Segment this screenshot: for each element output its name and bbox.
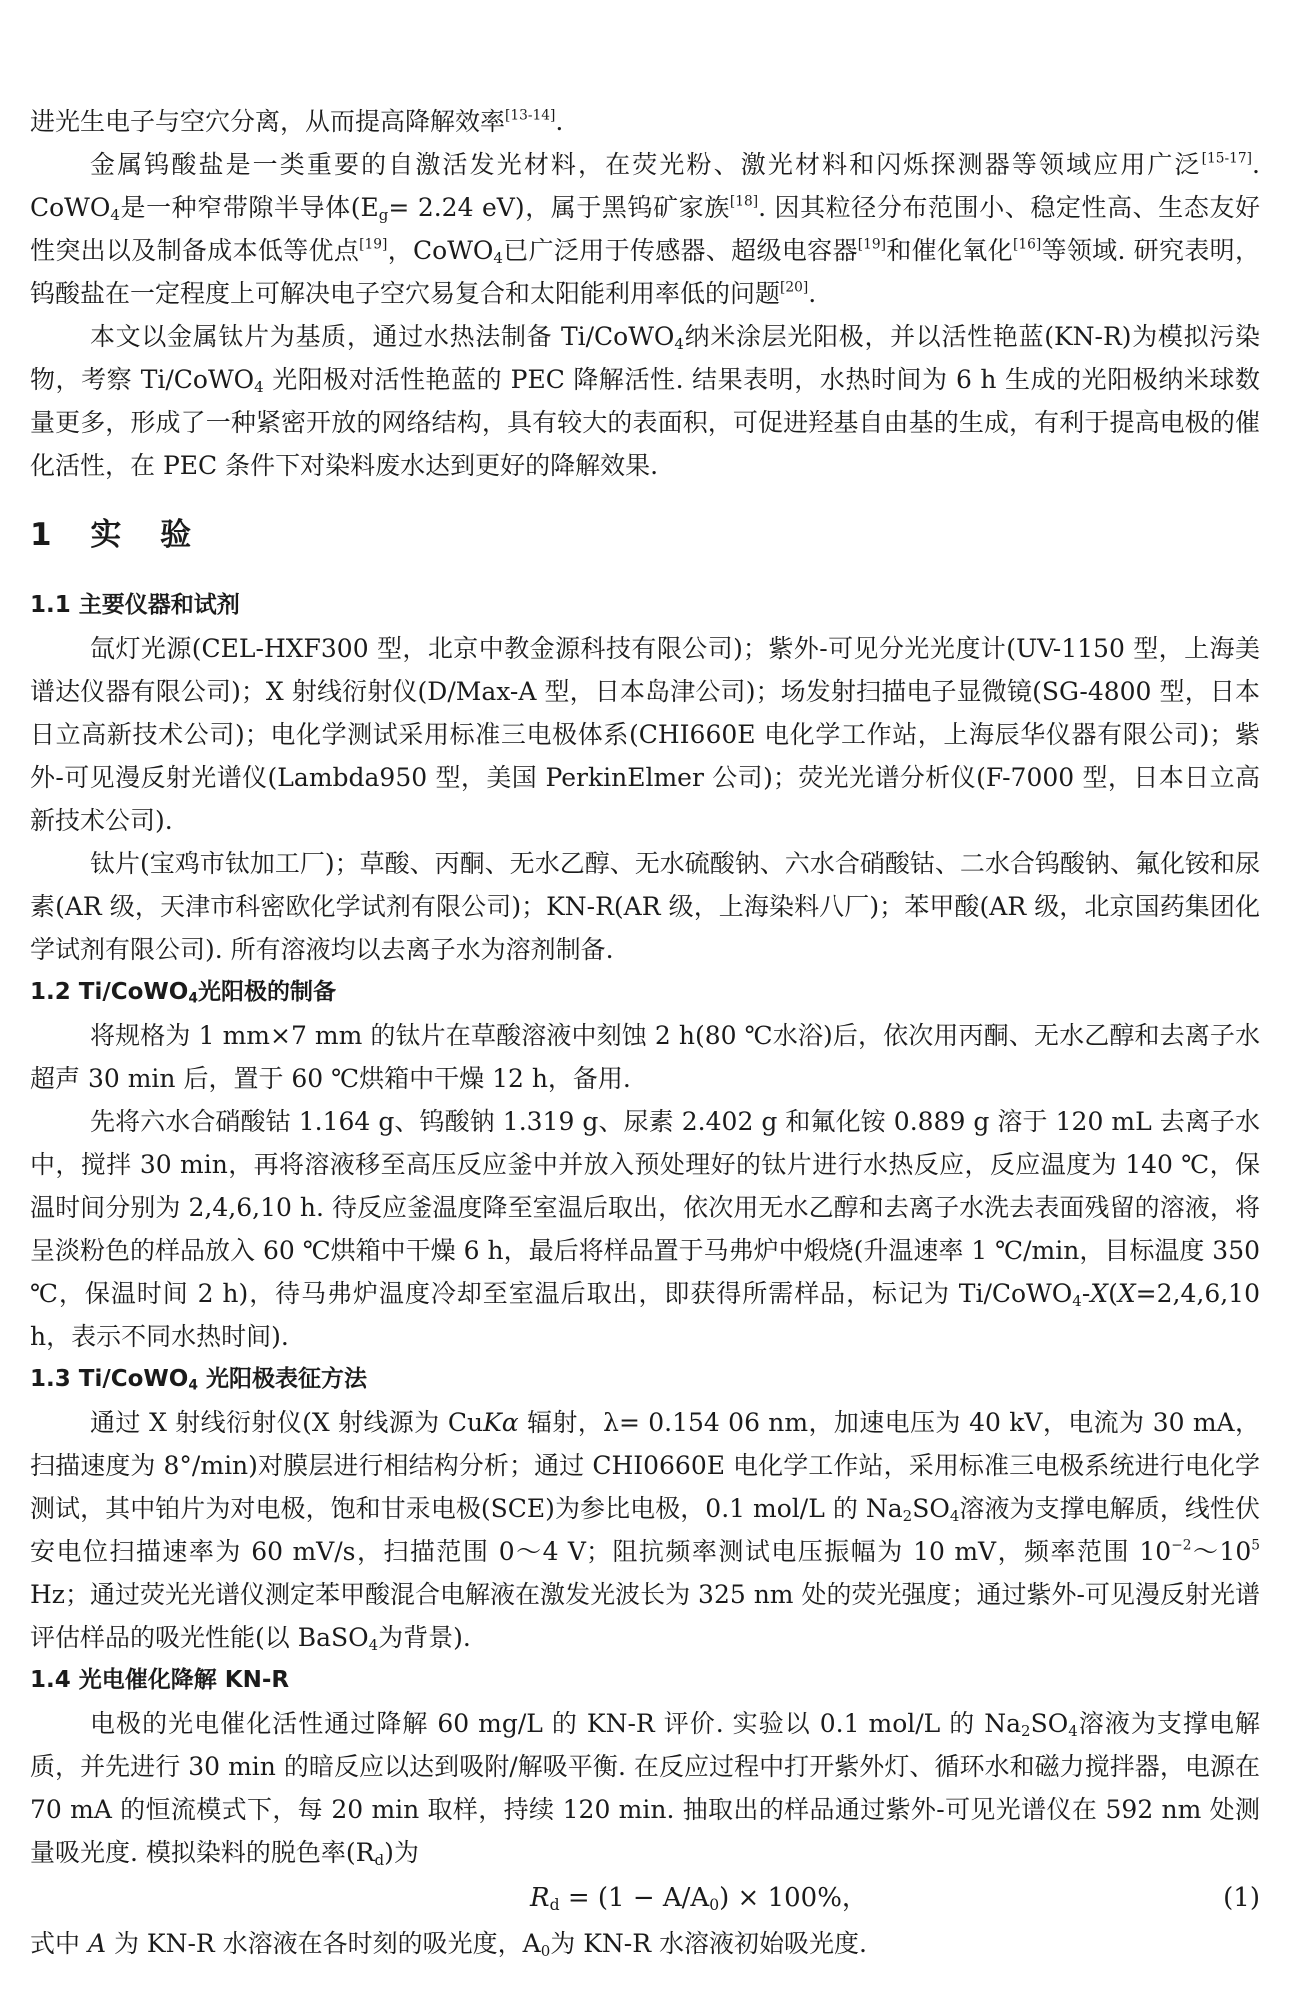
subsection-heading-1-2: 1.2 Ti/CoWO$_4$光阳极的制备 bbox=[30, 979, 336, 1007]
equation-body: $R_d = (1 - A/A_0) \times 100\%$， bbox=[530, 1883, 868, 1914]
paragraph-degradation: 电极的光电催化活性通过降解 60 mg/L 的 KN-R 评价. 实验以 0.1 mol/L 的 $Na_2SO_4$溶液为支撑电解质，并先进行 30 min 的暗反应以达到吸附/解吸平衡. 在反应过程中打开紫外灯、循环水和磁力搅拌器，电源在 70 mA 的恒流模式下，每 20 min 取样，持续 120 min. 抽取出的样品通过紫外-可见光谱仪在 592 nm 处测量吸光度. 模拟染料的脱色率$(R_d)$为 bbox=[30, 1709, 1260, 1869]
equation-1 bbox=[30, 1874, 1260, 1922]
equation-number: (1) bbox=[1223, 1883, 1260, 1913]
intro-continuation: 进光生电子与空穴分离，从而提高降解效率[13-14]. bbox=[30, 107, 564, 136]
subsection-heading-1-1: 1.1 主要仪器和试剂 bbox=[30, 592, 240, 618]
paragraph-tungstate: 金属钨酸盐是一类重要的自激活发光材料，在荧光粉、激光材料和闪烁探测器等领域应用广泛[15-17]. CoWO$_4$是一种窄带隙半导体($E_g= 2.24$ eV)，属于黑钨矿家族[18]. 因其粒径分布范围小、稳定性高、生态友好性突出以及制备成本低等优点[19]，CoWO$_4$已广泛用于传感器、超级电容器[19]和催化氧化[16]等领域. 研究表明，钨酸盐在一定程度上可解决电子空穴易复合和太阳能利用率低的问题[20]. bbox=[30, 150, 1260, 308]
paragraph-equation-explanation: 式中 A 为 KN-R 水溶液在各时刻的吸光度，$A_0$为 KN-R 水溶液初始吸光度. bbox=[30, 1929, 867, 1960]
section-heading-experiment: 1 实 验 bbox=[30, 517, 206, 553]
paragraph-synthesis: 先将六水合硝酸钴 1.164 g、钨酸钠 1.319 g、尿素 2.402 g 和氟化铵 0.889 g 溶于 120 mL 去离子水中，搅拌 30 min，再将溶液移至高压反应釜中并放入预处理好的钛片进行水热反应，反应温度为 140 ℃，保温时间分别为 2,4,6,10 h. 待反应釜温度降至室温后取出，依次用无水乙醇和去离子水洗去表面残留的溶液，将呈淡粉色的样品放入 60 ℃烘箱中干燥 6 h，最后将样品置于马弗炉中煅烧(升温速率 1 ℃/min，目标温度 350 ℃，保温时间 2 h)，待马弗炉温度冷却至室温后取出，即获得所需样品，标记为 Ti/CoWO$_4$-X(X=2,4,6,10 h，表示不同水热时间). bbox=[30, 1107, 1260, 1351]
paragraph-pretreatment: 将规格为 1 mm×7 mm 的钛片在草酸溶液中刻蚀 2 h(80 ℃水浴)后，依次用丙酮、无水乙醇和去离子水超声 30 min 后，置于 60 ℃烘箱中干燥 12 h，备用. bbox=[30, 1021, 1260, 1093]
paragraph-reagents: 钛片(宝鸡市钛加工厂)；草酸、丙酮、无水乙醇、无水硫酸钠、六水合硝酸钴、二水合钨酸钠、氟化铵和尿素(AR 级，天津市科密欧化学试剂有限公司)；KN-R(AR 级，上海染料八厂)；苯甲酸(AR 级，北京国药集团化学试剂有限公司). 所有溶液均以去离子水为溶剂制备. bbox=[30, 849, 1260, 964]
paragraph-characterization: 通过 X 射线衍射仪(X 射线源为 CuKα 辐射，λ= 0.154 06 nm，加速电压为 40 kV，电流为 30 mA，扫描速度为 8°/min)对膜层进行相结构分析；通过 CHI0660E 电化学工作站，采用标准三电极系统进行电化学测试，其中铂片为对电极，饱和甘汞电极(SCE)为参比电极，0.1 mol/L 的 $Na_2SO_4$溶液为支撑电解质，线性伏安电位扫描速率为 60 mV/s，扫描范围 0～4 V；阻抗频率测试电压振幅为 10 mV，频率范围 $10^{-2}\sim 10^5$ Hz；通过荧光光谱仪测定苯甲酸混合电解液在激发光波长为 325 nm 处的荧光强度；通过紫外-可见漫反射光谱评估样品的吸光性能(以 BaSO$_4$为背景). bbox=[30, 1408, 1260, 1654]
subsection-heading-1-3: 1.3 Ti/CoWO$_4$ 光阳极表征方法 bbox=[30, 1366, 367, 1394]
paragraph-instruments: 氙灯光源(CEL-HXF300 型，北京中教金源科技有限公司)；紫外-可见分光光度计(UV-1150 型，上海美谱达仪器有限公司)；X 射线衍射仪(D/Max-A 型，日本岛津公司)；场发射扫描电子显微镜(SG-4800 型，日本日立高新技术公司)；电化学测试采用标准三电极体系(CHI660E 电化学工作站，上海辰华仪器有限公司)；紫外-可见漫反射光谱仪(Lambda950 型，美国 PerkinElmer 公司)；荧光光谱分析仪(F-7000 型，日本日立高新技术公司). bbox=[30, 634, 1260, 835]
subsection-heading-1-4: 1.4 光电催化降解 KN-R bbox=[30, 1667, 290, 1693]
paragraph-objective: 本文以金属钛片为基质，通过水热法制备 Ti/CoWO$_4$纳米涂层光阳极，并以活性艳蓝(KN-R)为模拟污染物，考察 Ti/CoWO$_4$ 光阳极对活性艳蓝的 PEC 降解活性. 结果表明，水热时间为 6 h 生成的光阳极纳米球数量更多，形成了一种紧密开放的网络结构，具有较大的表面积，可促进羟基自由基的生成，有利于提高电极的催化活性，在 PEC 条件下对染料废水达到更好的降解效果. bbox=[30, 322, 1260, 480]
